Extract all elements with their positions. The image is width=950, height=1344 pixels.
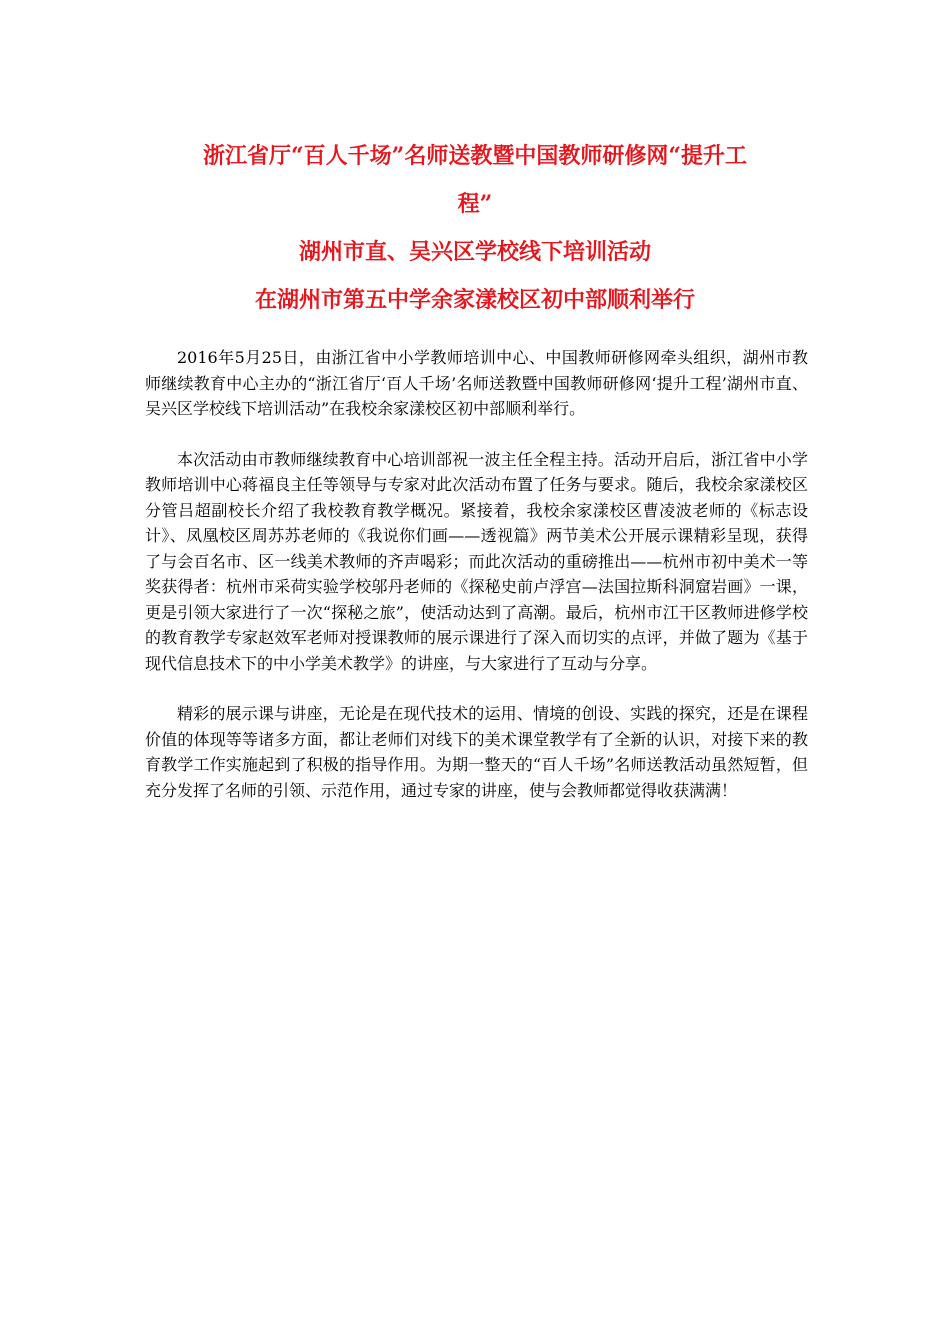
paragraph-summary: 精彩的展示课与讲座，无论是在现代技术的运用、情境的创设、实践的探究，还是在课程价值的体现等等诸多方面，都让老师们对线下的美术课堂教学有了全新的认识，对接下来的教育教学工作实施起到了积极的指导作用。为期一整天的“百人千场”名师送教活动虽然短暂，但充分发挥了名师的引领、示范作用，通过专家的讲座，使与会教师都觉得收获满满！ (145, 704, 808, 800)
title-line-1: 浙江省厅“百人千场”名师送教暨中国教师研修网“提升工 (203, 143, 747, 169)
paragraph-intro: 2016年5月25日，由浙江省中小学教师培训中心、中国教师研修网牵头组织，湖州市教师继续教育中心主办的“浙江省厅‘百人千场’名师送教暨中国教师研修网‘提升工程’湖州市直、吴兴区学校线下培训活动”在我校余家漾校区初中部顺利举行。 (145, 348, 808, 418)
title-line-4: 在湖州市第五中学余家漾校区初中部顺利举行 (254, 287, 695, 313)
document-body (145, 345, 808, 828)
title-line-3: 湖州市直、吴兴区学校线下培训活动 (298, 239, 651, 265)
title-line-2: 程” (457, 191, 493, 217)
paragraph-activity: 本次活动由市教师继续教育中心培训部祝一波主任全程主持。活动开启后，浙江省中小学教师培训中心蒋福良主任等领导与专家对此次活动布置了任务与要求。随后，我校余家漾校区分管吕超副校长介绍了我校教育教学概况。紧接着，我校余家漾校区曹凌波老师的《标志设计》、凤凰校区周苏苏老师的《我说你们画——透视篇》两节美术公开展示课精彩呈现，获得了与会百名市、区一线美术教师的齐声喝彩；而此次活动的重磅推出——杭州市初中美术一等奖获得者：杭州市采荷实验学校邬丹老师的《探秘史前卢浮宫—法国拉斯科洞窟岩画》一课，更是引领大家进行了一次“探秘之旅”，使活动达到了高潮。最后，杭州市江干区教师进修学校的教育教学专家赵效军老师对授课教师的展示课进行了深入而切实的点评，并做了题为《基于现代信息技术下的中小学美术教学》的讲座，与大家进行了互动与分享。 (145, 449, 808, 673)
document-title (145, 132, 805, 324)
